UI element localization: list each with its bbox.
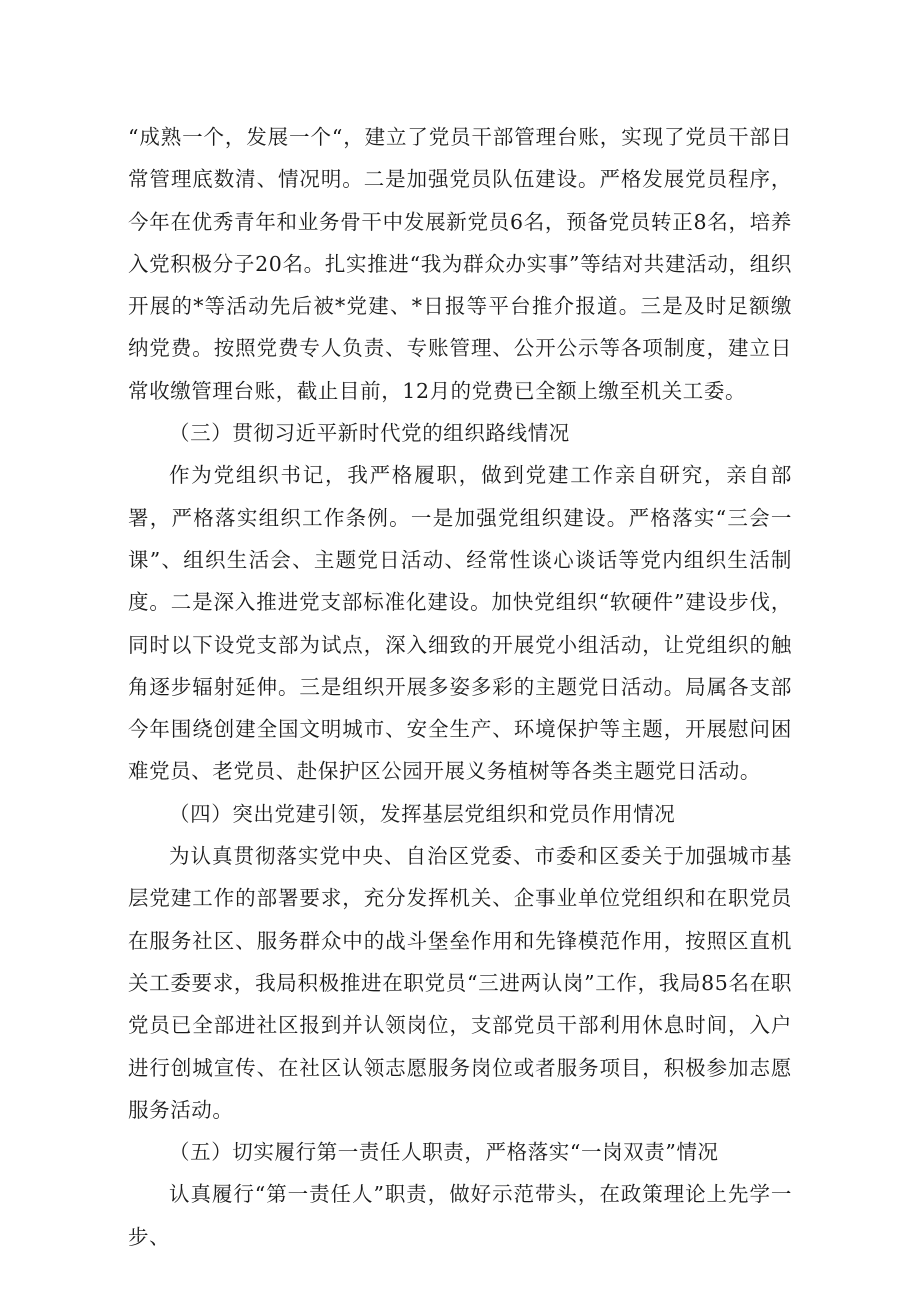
paragraph-3: 为认真贯彻落实党中央、自治区党委、市委和区委关于加强城市基层党建工作的部署要求，充分发挥机关、企事业单位党组织和在职党员在服务社区、服务群众中的战斗堡垒作用和先锋模范作用，按照区直机关工委要求，我局积极推进在职党员“三进两认岗”工作，我局85名在职党员已全部进社区报到并认领岗位，支部党员干部利用休息时间，入户进行创城宣传、在社区认领志愿服务岗位或者服务项目，积极参加志愿服务活动。	[128, 844, 793, 1122]
section-heading-5: （五）切实履行第一责任人职责，严格落实“一岗双责”情况	[169, 1140, 719, 1165]
document-body	[128, 116, 792, 1258]
paragraph-2: 作为党组织书记，我严格履职，做到党建工作亲自研究，亲自部署，严格落实组织工作条例。一是加强党组织建设。严格落实“三会一课”、组织生活会、主题党日活动、经常性谈心谈话等党内组织生活制度。二是深入推进党支部标准化建设。加快党组织“软硬件”建设步伐，同时以下设党支部为试点，深入细致的开展党小组活动，让党组织的触角逐步辐射延伸。三是组织开展多姿多彩的主题党日活动。局属各支部今年围绕创建全国文明城市、安全生产、环境保护等主题，开展慰问困难党员、老党员、赴保护区公园开展义务植树等各类主题党日活动。	[128, 463, 792, 784]
section-heading-4: （四）突出党建引领，发挥基层党组织和党员作用情况	[169, 801, 676, 826]
paragraph-4: 认真履行“第一责任人”职责，做好示范带头，在政策理论上先学一步、	[128, 1182, 792, 1249]
section-heading-3: （三）贯彻习近平新时代党的组织路线情况	[169, 421, 570, 446]
paragraph-1: “成熟一个，发展一个“，建立了党员干部管理台账，实现了党员干部日常管理底数清、情况明。二是加强党员队伍建设。严格发展党员程序，今年在优秀青年和业务骨干中发展新党员6名，预备党员转正8名，培养入党积极分子20名。扎实推进“我为群众办实事”等结对共建活动，组织开展的*等活动先后被*党建、*日报等平台推介报道。三是及时足额缴纳党费。按照党费专人负责、专账管理、公开公示等各项制度，建立日常收缴管理台账，截止目前，12月的党费已全额上缴至机关工委。	[128, 125, 792, 403]
